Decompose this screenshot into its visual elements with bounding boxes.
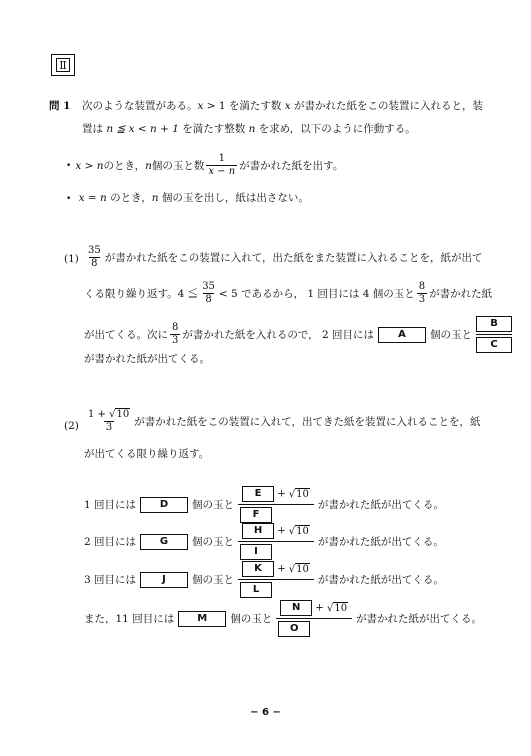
part1-frac4: $\frac{8}{3}$ xyxy=(172,322,179,346)
part1-label: (1) xyxy=(64,253,79,265)
answer-fraction-ef: $\frac{E + √10}{F}$ xyxy=(240,486,312,523)
answer-box-j[interactable]: J xyxy=(140,572,188,588)
rule-2: • x = n のとき，n 個の玉を出し，紙は出さない。 xyxy=(66,192,309,204)
answer-box-o[interactable]: O xyxy=(278,621,310,637)
bullet-icon: • xyxy=(66,160,72,171)
rule1-fraction: $\frac{1}{x - n}$ xyxy=(208,153,236,177)
part2-line2: が出てくる限り繰り返す。 xyxy=(84,448,210,460)
answer-box-i[interactable]: I xyxy=(240,544,272,560)
answer-box-e[interactable]: E xyxy=(242,486,274,502)
part2-label: (2) xyxy=(64,420,79,432)
question-intro-line2: 置は n ≦ x < n + 1 を満たす整数 n を求め，以下のように作動する。 xyxy=(82,123,416,135)
answer-box-a[interactable]: A xyxy=(378,327,426,343)
answer-fraction-bc xyxy=(476,316,512,353)
part2-row-1: 1 回目には D 個の玉と $\frac{E + √10}{F}$ が書かれた紙が出てくる。 xyxy=(84,486,444,523)
section-marker xyxy=(51,54,75,76)
part1-frac3: $\frac{8}{3}$ xyxy=(418,281,426,305)
part2-line1: $\frac{1 + √10}{3}$ が書かれた紙をこの装置に入れて，出てきた紙を装置に入れることを，紙 xyxy=(88,409,481,433)
answer-fraction-hi: $\frac{H + √10}{I}$ xyxy=(240,523,312,560)
answer-box-n[interactable]: N xyxy=(280,600,312,616)
answer-box-m[interactable]: M xyxy=(178,611,226,627)
answer-box-l[interactable]: L xyxy=(240,582,272,598)
answer-fraction-no: $\frac{N + √10}{O}$ xyxy=(278,600,350,637)
bullet-icon: • xyxy=(66,194,72,204)
part1-frac2: $\frac{35}{8}$ xyxy=(202,281,215,305)
question-intro-line1: 次のような装置がある。x > 1 を満たす数 x が書かれた紙をこの装置に入れると，装 xyxy=(82,100,484,112)
question-label: 問 1 xyxy=(49,100,71,112)
part1-line4: が書かれた紙が出てくる。 xyxy=(84,353,210,365)
answer-box-b[interactable]: B xyxy=(476,316,512,332)
answer-box-h[interactable]: H xyxy=(242,523,274,539)
part2-row-3: 3 回目には J 個の玉と $\frac{K + √10}{L}$ が書かれた紙が出てくる。 xyxy=(84,561,444,598)
answer-box-k[interactable]: K xyxy=(242,561,274,577)
part2-row-4: また，11 回目には M 個の玉と $\frac{N + √10}{O}$ が書かれた紙が出てくる。 xyxy=(84,600,482,637)
part1-line2: くる限り繰り返す。4 ≦ $\frac{35}{8}$ < 5 であるから， 1 回目には 4 個の玉と $\frac{8}{3}$ が書かれた紙 xyxy=(84,281,493,305)
part1-frac1: $\frac{35}{8}$ xyxy=(88,245,101,269)
part1-line1: $\frac{35}{8}$ が書かれた紙をこの装置に入れて，出た紙をまた装置に入れることを，紙が出て xyxy=(88,245,483,269)
part2-row-2: 2 回目には G 個の玉と $\frac{H + √10}{I}$ が書かれた紙が出てくる。 xyxy=(84,523,444,560)
answer-box-d[interactable]: D xyxy=(140,497,188,513)
page-number: − 6 − xyxy=(250,707,281,718)
answer-fraction-kl: $\frac{K + √10}{L}$ xyxy=(240,561,312,598)
part2-frac: $\frac{1 + √10}{3}$ xyxy=(88,409,130,433)
answer-box-g[interactable]: G xyxy=(140,534,188,550)
answer-box-c[interactable]: C xyxy=(476,337,512,353)
section-marker-label: Ⅱ xyxy=(56,58,70,72)
rule-1: • x > n のとき， n 個の玉と数 $\frac{1}{x - n}$ が書かれた紙を出す。 xyxy=(66,153,344,177)
answer-box-f[interactable]: F xyxy=(240,507,272,523)
part1-line3: が出てくる。次に $\frac{8}{3}$ が書かれた紙を入れるので， 2 回目には A 個の玉と $\frac{B}{C}$ xyxy=(84,316,514,353)
